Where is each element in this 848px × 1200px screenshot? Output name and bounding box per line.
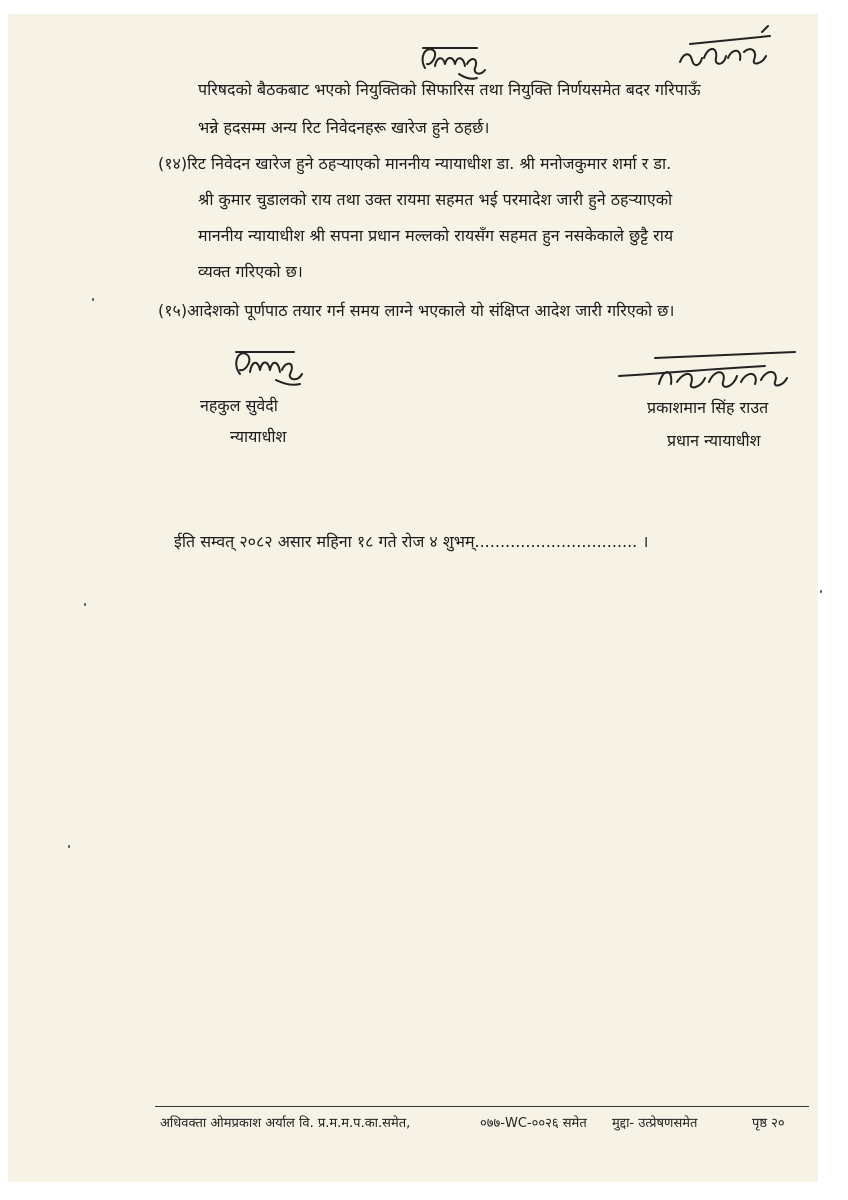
footer-page-number: पृष्ठ २० — [752, 1116, 785, 1131]
left-judge-signature — [228, 344, 318, 392]
scan-speck — [84, 603, 86, 606]
body-line-1: परिषदको बैठकबाट भएको नियुक्तिको सिफारिस तथा नियुक्ति निर्णयसमेत बदर गरिपाऊँ — [198, 80, 701, 99]
scan-speck — [820, 590, 822, 593]
top-right-initial-signature — [670, 22, 782, 82]
date-line: ईति सम्वत् २०८२ असार महिना १८ गते रोज ४ शुभम्................................ । — [174, 532, 649, 551]
scan-border-top — [0, 0, 848, 14]
body-line-3: (१४)रिट निवेदन खारेज हुने ठहऱ्याएको माननीय न्यायाधीश डा. श्री मनोजकुमार शर्मा र डा. — [158, 154, 672, 173]
left-signatory-name: नहकुल सुवेदी — [200, 396, 278, 415]
footer-case-parties: अधिवक्ता ओमप्रकाश अर्याल वि. प्र.म.म.प.का.समेत, — [160, 1116, 411, 1131]
body-line-7: (१५)आदेशको पूर्णपाठ तयार गर्न समय लाग्ने भएकाले यो संक्षिप्त आदेश जारी गरिएको छ। — [158, 301, 675, 320]
footer-case-type: मुद्दा- उत्प्रेषणसमेत — [612, 1116, 698, 1131]
scan-speck — [92, 298, 94, 301]
footer-case-number: ०७७-WC-००२६ समेत — [480, 1116, 587, 1131]
scan-border-right — [818, 0, 848, 1200]
scan-border-left — [0, 0, 8, 1200]
right-signatory-title: प्रधान न्यायाधीश — [667, 431, 761, 450]
body-line-5: माननीय न्यायाधीश श्री सपना प्रधान मल्लको रायसँग सहमत हुन नसकेकाले छुट्टै राय — [198, 226, 674, 245]
body-line-4: श्री कुमार चुडालको राय तथा उक्त रायमा सहमत भई परमादेश जारी हुने ठहऱ्याएको — [198, 190, 673, 209]
body-line-6: व्यक्त गरिएको छ। — [198, 262, 303, 281]
right-signatory-name: प्रकाशमान सिंह राउत — [647, 398, 769, 417]
footer-rule — [155, 1106, 809, 1107]
top-initial-signature — [415, 38, 495, 86]
body-line-2: भन्ने हदसम्म अन्य रिट निवेदनहरू खारेज हुने ठहर्छ। — [198, 118, 490, 137]
right-chief-justice-signature — [615, 348, 810, 396]
left-signatory-title: न्यायाधीश — [230, 427, 287, 446]
scan-speck — [68, 845, 70, 848]
scan-border-bottom — [0, 1182, 848, 1200]
